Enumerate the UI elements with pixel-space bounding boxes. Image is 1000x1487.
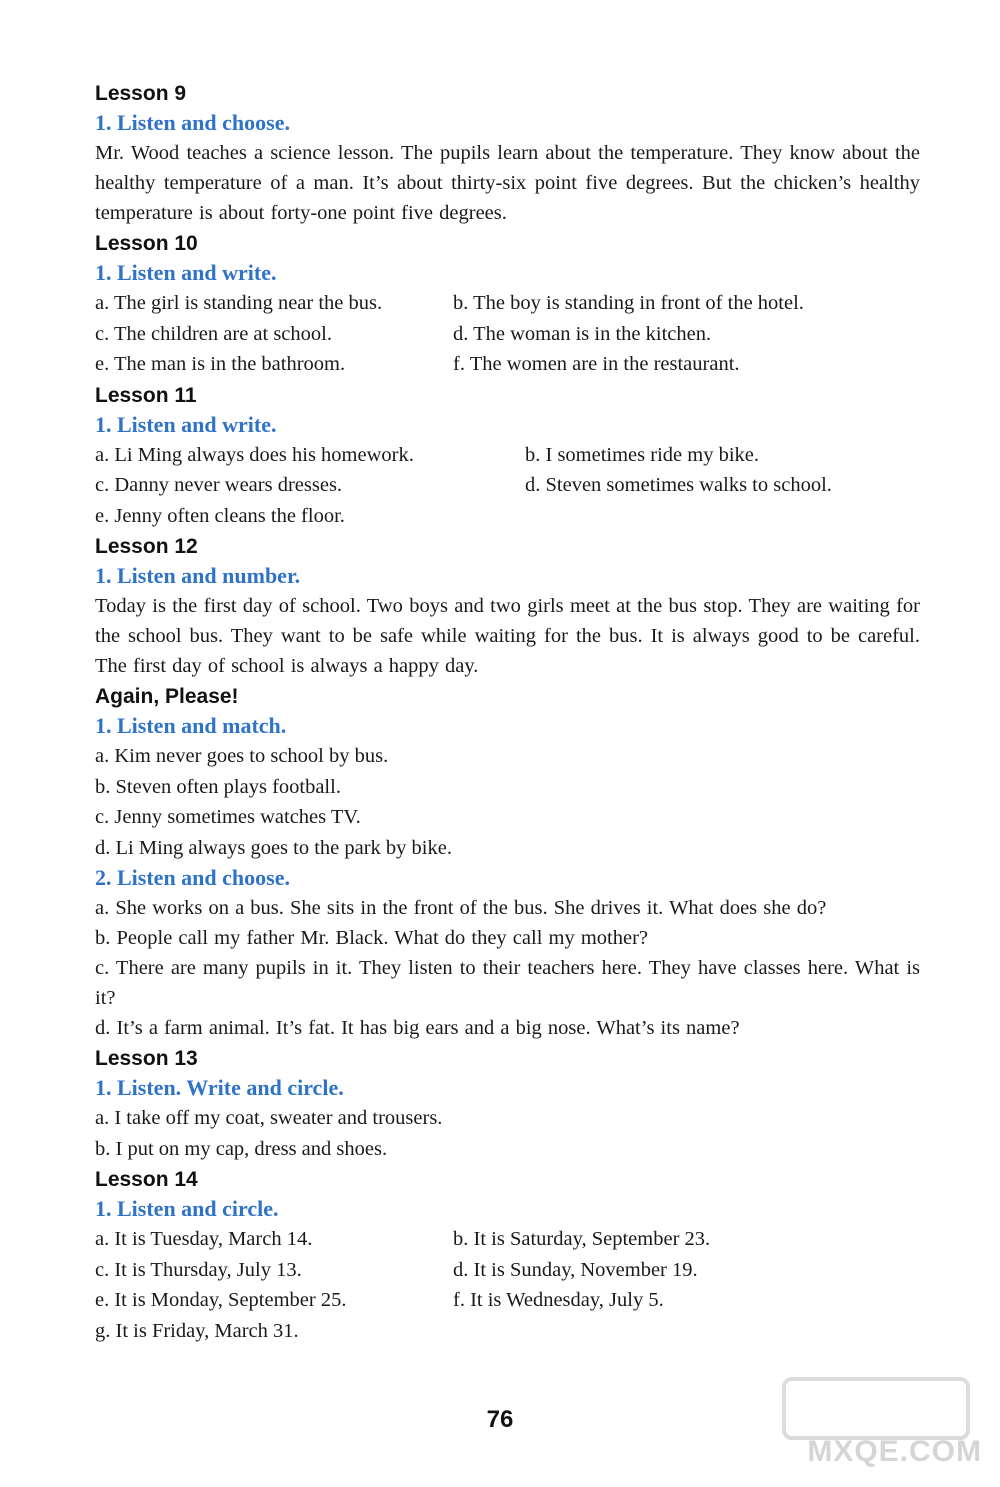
lesson-12-task: 1. Listen and number. [95,563,301,588]
list-item: e. Jenny often cleans the floor. [95,504,345,527]
again-task-1: 1. Listen and match. [95,713,287,738]
list-item: d. Steven sometimes walks to school. [525,474,832,496]
list-item: d. The woman is in the kitchen. [453,322,712,345]
list-item: c. Jenny sometimes watches TV. [95,806,361,828]
lesson-10-task: 1. Listen and write. [95,260,277,285]
list-item: d. Li Ming always goes to the park by bike. [95,836,452,859]
list-item: b. It is Saturday, September 23. [453,1228,711,1250]
lesson-10-items [95,288,920,380]
lesson-9-heading: Lesson 9 [95,82,187,105]
lesson-12-heading: Lesson 12 [95,535,198,558]
lesson-12-text: Today is the first day of school. Two boys and two girls meet at the bus stop. They are waiting for the school bus. They want to be safe while waiting for the bus. It is always good to be careful. The first day of school is always a happy day. [95,595,920,677]
list-item: b. Steven often plays football. [95,775,341,798]
list-item: a. Kim never goes to school by bus. [95,745,389,767]
lesson-14-heading: Lesson 14 [95,1168,198,1191]
lesson-11-items [95,440,920,532]
list-item: c. The children are at school. [95,322,332,345]
list-item: c. It is Thursday, July 13. [95,1258,302,1281]
list-item: g. It is Friday, March 31. [95,1319,299,1342]
again-task-2: 2. Listen and choose. [95,865,290,890]
list-item: b. I put on my cap, dress and shoes. [95,1137,388,1160]
lesson-14-task: 1. Listen and circle. [95,1196,279,1221]
list-item: a. I take off my coat, sweater and trousers. [95,1107,443,1129]
page-number: 76 [486,1406,514,1433]
again-please-heading: Again, Please! [95,685,239,708]
list-item: e. The man is in the bathroom. [95,353,346,375]
list-item: d. It is Sunday, November 19. [453,1258,698,1281]
watermark-logo [777,1377,982,1469]
lesson-9-text: Mr. Wood teaches a science lesson. The pupils learn about the temperature. They know about the healthy temperature of a man. It’s about thirty-six point five degrees. But the chicken’s healthy temperature is about forty-one point five degrees. [95,142,920,224]
list-item: b. I sometimes ride my bike. [525,443,759,466]
list-item: a. She works on a bus. She sits in the front of the bus. She drives it. What does she do? [95,897,827,919]
list-item: e. It is Monday, September 25. [95,1289,347,1311]
lesson-11-task: 1. Listen and write. [95,411,277,437]
lesson-14-items [95,1224,920,1346]
list-item: d. It’s a farm animal. It’s fat. It has big ears and a big nose. What’s its name? [95,1017,740,1039]
lesson-9-task: 1. Listen and choose. [95,110,290,135]
list-item: f. It is Wednesday, July 5. [453,1289,664,1311]
lesson-13-task: 1. Listen. Write and circle. [95,1075,344,1100]
list-item: f. The women are in the restaurant. [453,353,740,375]
lesson-13-heading: Lesson 13 [95,1047,198,1070]
lesson-11-heading: Lesson 11 [95,383,197,407]
lesson-10-heading: Lesson 10 [95,232,198,255]
list-item: b. The boy is standing in front of the hotel. [453,292,804,314]
list-item: a. Li Ming always does his homework. [95,443,414,466]
watermark-badge-icon [782,1377,970,1440]
page-content [95,78,920,1346]
list-item: a. It is Tuesday, March 14. [95,1228,313,1250]
list-item: b. People call my father Mr. Black. What do they call my mother? [95,927,649,949]
watermark-text: MXQE.COM [807,1435,982,1468]
list-item: c. There are many pupils in it. They listen to their teachers here. They have classes here. What is it? [95,957,920,1009]
list-item: a. The girl is standing near the bus. [95,292,383,314]
list-item: c. Danny never wears dresses. [95,474,343,496]
